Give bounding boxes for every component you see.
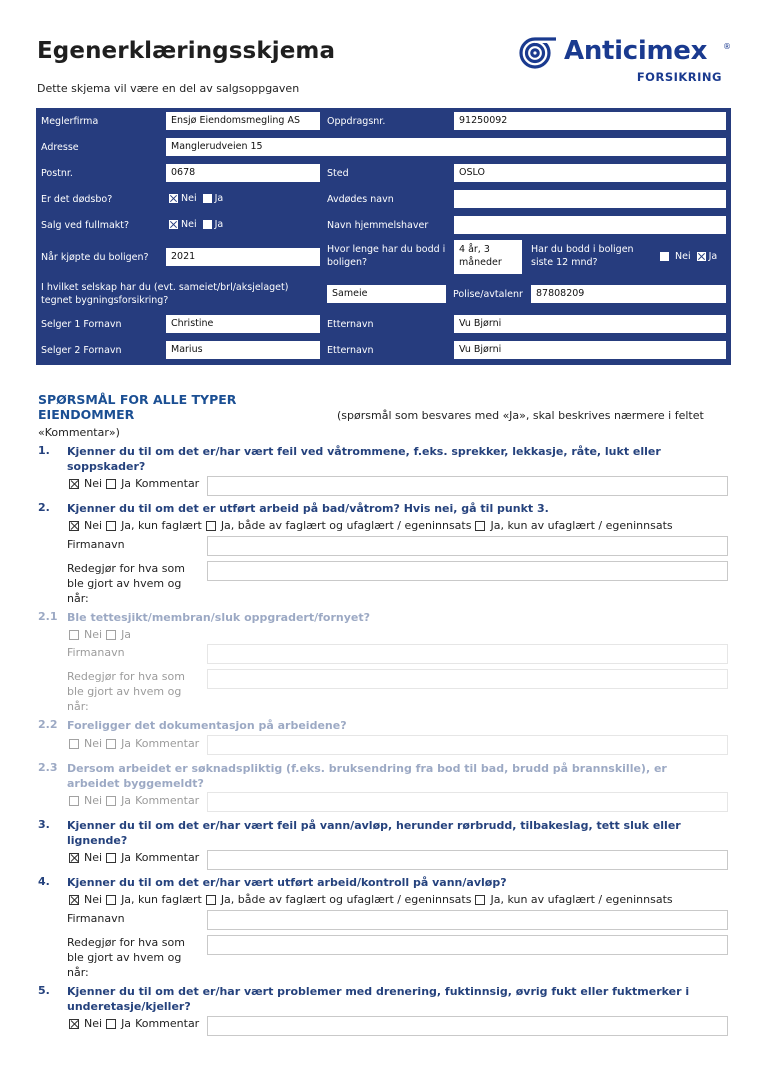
q3-nei-checkbox[interactable] [69,853,79,863]
siste12-label: Har du bodd i boligen siste 12 mnd? [531,244,634,268]
question-text: Kjenner du til om det er/har vært feil på vann/avløp, herunder rørbrudd, tilbakeslag, tett sluk eller lignende? [67,819,681,847]
ja-faglaert-label: Ja, kun faglært [121,519,202,532]
oppdragsnr-label: Oppdragsnr. [327,116,386,127]
kommentar-label: Kommentar [135,1017,200,1030]
section-note: (spørsmål som besvares med «Ja», skal beskrives nærmere i feltet [337,409,704,422]
q22-ja-checkbox[interactable] [106,739,116,749]
q21-ja-checkbox[interactable] [106,630,116,640]
dodsbo-nei-label: Nei [181,193,197,204]
ja-label: Ja [121,851,132,864]
siste12-options [660,251,717,262]
q3-options [69,851,199,864]
anticimex-swirl-icon [518,36,558,70]
section-note-continued: «Kommentar») [38,426,120,439]
kommentar-label: Kommentar [135,851,200,864]
q23-nei-checkbox[interactable] [69,796,79,806]
question-number: 3. [38,818,50,831]
q1-options [69,477,199,490]
nei-label: Nei [84,794,103,807]
question-text: Kjenner du til om det er/har vært utført arbeid/kontroll på vann/avløp? [67,876,507,889]
ja-faglaert-label: Ja, kun faglært [121,893,202,906]
siste12-ja-checkbox[interactable] [697,252,706,261]
q22-options [69,737,199,750]
question-text: Kjenner du til om det er utført arbeid på bad/våtrom? Hvis nei, gå til punkt 3. [67,502,549,515]
ja-ufaglaert-label: Ja, kun av ufaglært / egeninnsats [490,893,673,906]
q5-ja-checkbox[interactable] [106,1019,116,1029]
q22-nei-checkbox[interactable] [69,739,79,749]
redegjor-label: Redegjør for hva som ble gjort av hvem og når: [67,936,185,979]
avdodes-field[interactable] [454,190,726,208]
firmanavn-label: Firmanavn [67,646,125,659]
bodd-field[interactable]: 4 år, 3 måneder [454,240,522,274]
logo-subtitle: FORSIKRING [636,70,722,84]
ja-begge-label: Ja, både av faglært og ufaglært / egeninnsats [220,519,472,532]
nei-label: Nei [84,737,103,750]
ja-begge-label: Ja, både av faglært og ufaglært / egeninnsats [220,893,472,906]
selger1-field[interactable]: Christine [166,315,320,333]
q3-comment-field[interactable] [207,850,728,870]
kommentar-label: Kommentar [135,477,200,490]
fullmakt-nei-checkbox[interactable] [169,220,178,229]
logo-name: Anticimex [564,36,708,66]
selskap-label: I hvilket selskap har du (evt. sameiet/brl/aksjelaget) tegnet bygningsforsikring? [41,282,289,306]
q21-redegjor-field[interactable] [207,669,728,689]
question-number: 5. [38,984,50,997]
kjopte-label: Når kjøpte du boligen? [41,252,149,263]
q4-nei-checkbox[interactable] [69,895,79,905]
nei-label: Nei [84,1017,103,1030]
dodsbo-options [169,193,223,204]
fullmakt-label: Salg ved fullmakt? [41,220,130,231]
fullmakt-ja-label: Ja [214,219,224,230]
q5-comment-field[interactable] [207,1016,728,1036]
ja-label: Ja [121,628,132,641]
nei-label: Nei [84,628,103,641]
redegjor-label: Redegjør for hva som ble gjort av hvem og når: [67,670,185,713]
form-title: Egenerklæringsskjema [37,38,336,64]
postnr-label: Postnr. [41,168,73,179]
q4-ja-ufaglaert-checkbox[interactable] [475,895,485,905]
redegjor-label: Redegjør for hva som ble gjort av hvem og når: [67,562,185,605]
q4-options [69,893,673,906]
polise-label: Polise/avtalenr [453,289,523,300]
ja-label: Ja [121,477,132,490]
postnr-field[interactable]: 0678 [166,164,320,182]
q2-redegjor-field[interactable] [207,561,728,581]
etternavn1-field[interactable]: Vu Bjørni [454,315,726,333]
q4-ja-begge-checkbox[interactable] [206,895,216,905]
etternavn2-field[interactable]: Vu Bjørni [454,341,726,359]
kommentar-label: Kommentar [135,737,200,750]
adresse-label: Adresse [41,142,79,153]
polise-field[interactable]: 87808209 [531,285,726,303]
question-number: 2.2 [38,718,58,731]
dodsbo-nei-checkbox[interactable] [169,194,178,203]
section-title: SPØRSMÅL FOR ALLE TYPER EIENDOMMER [38,392,237,422]
ja-label: Ja [121,737,132,750]
q5-options [69,1017,199,1030]
meglerfirma-field[interactable]: Ensjø Eiendomsmegling AS [166,112,320,130]
kommentar-label: Kommentar [135,794,200,807]
hjemmelshaver-label: Navn hjemmelshaver [327,220,429,231]
dodsbo-label: Er det dødsbo? [41,194,113,205]
selger2-label: Selger 2 Fornavn [41,345,122,356]
q22-comment-field[interactable] [207,735,728,755]
ja-label: Ja [121,1017,132,1030]
adresse-field[interactable]: Manglerudveien 15 [166,138,726,156]
q23-ja-checkbox[interactable] [106,796,116,806]
q2-options [69,519,673,532]
form-subtitle: Dette skjema vil være en del av salgsoppgaven [37,82,300,95]
kjopte-field[interactable]: 2021 [166,248,320,266]
selskap-field[interactable]: Sameie [327,285,446,303]
question-number: 2.1 [38,610,58,623]
sted-label: Sted [327,168,349,179]
bodd-label: Hvor lenge har du bodd i boligen? [327,244,446,268]
oppdragsnr-field[interactable]: 91250092 [454,112,726,130]
fullmakt-options [169,219,223,230]
q21-firmanavn-field[interactable] [207,644,728,664]
fullmakt-ja-checkbox[interactable] [203,220,212,229]
avdodes-label: Avdødes navn [327,194,394,205]
selger2-field[interactable]: Marius [166,341,320,359]
question-number: 1. [38,444,50,457]
nei-label: Nei [84,519,103,532]
siste12-nei-checkbox[interactable] [660,252,669,261]
q23-comment-field[interactable] [207,792,728,812]
sted-field[interactable]: OSLO [454,164,726,182]
q1-comment-field[interactable] [207,476,728,496]
ja-ufaglaert-label: Ja, kun av ufaglært / egeninnsats [490,519,673,532]
dodsbo-ja-label: Ja [214,193,224,204]
q4-firmanavn-field[interactable] [207,910,728,930]
meglerfirma-label: Meglerfirma [41,116,99,127]
selger1-label: Selger 1 Fornavn [41,319,122,330]
q2-ja-ufaglaert-checkbox[interactable] [475,521,485,531]
siste12-nei-label: Nei [675,251,691,262]
q1-ja-checkbox[interactable] [106,479,116,489]
seller-info-panel [36,108,731,365]
q2-ja-faglaert-checkbox[interactable] [106,521,116,531]
q3-ja-checkbox[interactable] [106,853,116,863]
question-number: 2. [38,501,50,514]
fullmakt-nei-label: Nei [181,219,197,230]
hjemmelshaver-field[interactable] [454,216,726,234]
question-text: Ble tettesjikt/membran/sluk oppgradert/fornyet? [67,611,370,624]
q2-nei-checkbox[interactable] [69,521,79,531]
question-text: Dersom arbeidet er søknadspliktig (f.eks. bruksendring fra bod til bad, brudd på brannskille), er arbeidet byggemeldt? [67,762,667,790]
q2-ja-begge-checkbox[interactable] [206,521,216,531]
q1-nei-checkbox[interactable] [69,479,79,489]
nei-label: Nei [84,477,103,490]
question-text: Kjenner du til om det er/har vært problemer med drenering, fuktinnsig, øvrig fukt eller fuktmerker i underetasje/kjeller? [67,985,690,1013]
firmanavn-label: Firmanavn [67,538,125,551]
nei-label: Nei [84,851,103,864]
question-number: 2.3 [38,761,58,774]
anticimex-logo [518,36,734,88]
dodsbo-ja-checkbox[interactable] [203,194,212,203]
ja-label: Ja [121,794,132,807]
siste12-ja-label: Ja [708,251,718,262]
q23-options [69,794,199,807]
logo-registered-mark: ® [723,42,731,51]
q5-nei-checkbox[interactable] [69,1019,79,1029]
nei-label: Nei [84,893,103,906]
q21-nei-checkbox[interactable] [69,630,79,640]
etternavn2-label: Etternavn [327,345,374,356]
firmanavn-label: Firmanavn [67,912,125,925]
q4-redegjor-field[interactable] [207,935,728,955]
etternavn1-label: Etternavn [327,319,374,330]
question-text: Foreligger det dokumentasjon på arbeidene? [67,719,347,732]
question-text: Kjenner du til om det er/har vært feil ved våtrommene, f.eks. sprekker, lekkasje, råte, lukt eller soppskader? [67,445,661,473]
question-number: 4. [38,875,50,888]
q21-options [69,628,131,641]
q4-ja-faglaert-checkbox[interactable] [106,895,116,905]
q2-firmanavn-field[interactable] [207,536,728,556]
